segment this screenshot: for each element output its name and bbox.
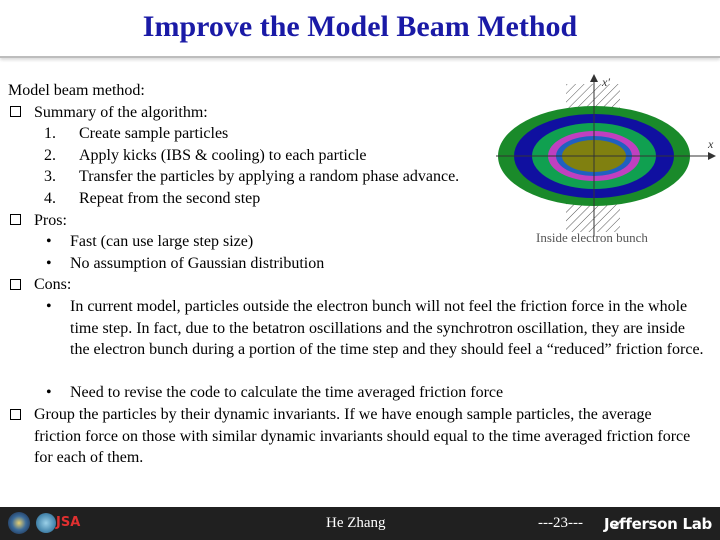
- step-number: 2.: [44, 146, 56, 164]
- title-bar: [0, 0, 720, 58]
- figure-caption: Inside electron bunch: [536, 230, 648, 245]
- square-bullet-icon: [10, 214, 21, 225]
- bullet-dot-icon: •: [46, 384, 52, 402]
- bullet-dot-icon: •: [46, 233, 52, 251]
- pro-item: No assumption of Gaussian distribution: [70, 254, 325, 272]
- summary-heading: Summary of the algorithm:: [34, 103, 208, 121]
- jefferson-lab-logo: Jefferson Lab: [603, 515, 712, 533]
- group-point: Group the particles by their dynamic invariants. If we have enough sample particles, the average friction force on those with similar dynamic invariants should equal to the time averaged friction force for each of them.: [34, 406, 691, 467]
- bullet-dot-icon: •: [46, 298, 52, 315]
- slide-title: Improve the Model Beam Method: [142, 10, 578, 43]
- bullet-dot-icon: •: [46, 254, 52, 272]
- footer-page-number: ---23---: [538, 515, 583, 531]
- con-item: Need to revise the code to calculate the time averaged friction force: [70, 384, 504, 402]
- jsa-globe-icon: [36, 513, 56, 533]
- footer-author: He Zhang: [326, 515, 386, 531]
- step-number: 3.: [44, 168, 56, 186]
- doe-seal-icon: [8, 512, 30, 534]
- intro-text: Model beam method:: [8, 82, 145, 99]
- step-number: 1.: [44, 125, 56, 143]
- con-item: In current model, particles outside the electron bunch will not feel the friction force in the whole time step. In fact, due to the betatron oscillations and the synchrotron oscillation, they are inside the electron bunch during a portion of the time step and they should feel a “reduced” friction force.: [70, 298, 704, 359]
- step-number: 4.: [44, 190, 56, 207]
- phase-space-figure: [496, 70, 720, 250]
- step-text: Apply kicks (IBS & cooling) to each particle: [79, 146, 367, 164]
- step-text: Transfer the particles by applying a random phase advance.: [79, 168, 460, 186]
- y-axis-label: x′: [602, 75, 610, 89]
- step-text: Repeat from the second step: [79, 190, 261, 207]
- x-axis-arrow: [708, 152, 716, 160]
- step-text: Create sample particles: [79, 125, 229, 143]
- pro-item: Fast (can use large step size): [70, 233, 254, 251]
- x-axis-label: x: [708, 137, 714, 151]
- jsa-logo: JSA: [56, 515, 81, 530]
- footer-bar: [0, 507, 720, 540]
- pros-heading: Pros:: [34, 211, 67, 229]
- square-bullet-icon: [10, 409, 21, 420]
- square-bullet-icon: [10, 279, 21, 290]
- cons-heading: Cons:: [34, 276, 72, 294]
- y-axis-arrow: [590, 74, 598, 82]
- square-bullet-icon: [10, 106, 21, 117]
